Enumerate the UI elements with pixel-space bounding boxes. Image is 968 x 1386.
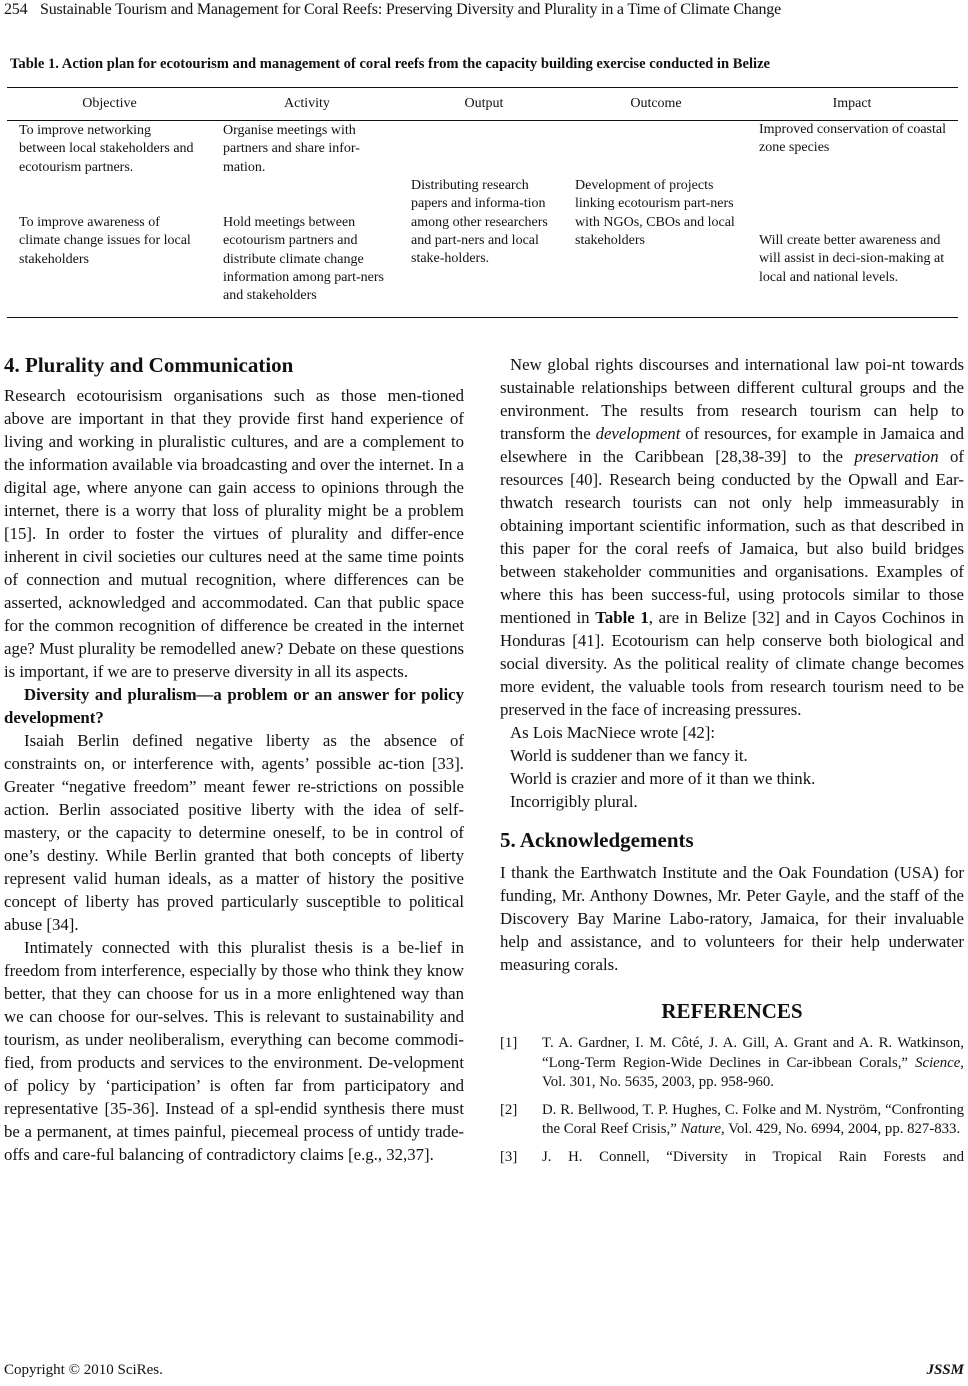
reference-item [500,1101,964,1140]
poem-line-1: World is suddener than we fancy it. [510,746,748,765]
table-bottom-rule [7,317,958,318]
reference-journal: Nature [680,1121,722,1137]
reference-number: [3] [500,1148,518,1165]
text-run: , are in Belize [32] and in Cayos Cochinos in Honduras [41]. Ecotourism can help conserve both biological and social diversity. As the political reality of climate change becomes more evident, the valuable tools from research tourism need to be preserved in the face of increasing pressures. [500,608,965,719]
table-caption: Table 1. Action plan for ecotourism and management of coral reefs from the capacity building exercise conducted in Belize [10,56,771,72]
table-cell-activity-2: Hold meetings between ecotourism partners and distribute climate change information among part-ners and stakeholders [223,215,384,304]
reference-number: [1] [500,1035,518,1051]
section-heading-plurality: 4. Plurality and Communication [4,353,294,377]
table-header-objective: Objective [82,96,137,111]
reference-details: , Vol. 301, No. 5635, 2003, pp. 958-960. [542,1054,964,1090]
table-top-rule [7,87,958,88]
left-column [4,352,464,1166]
references-heading: REFERENCES [661,999,803,1023]
table-cell-objective-1: To improve networking between local stakeholders and ecotourism partners. [19,123,194,175]
reference-item [500,1034,964,1093]
table-header-output: Output [464,96,504,111]
table-cell-outcome: Development of projects linking ecotourism part-ners with NGOs, CBOs and local stakeholders [575,178,735,248]
table-cell-output: Distributing research papers and informa-tion among other researchers and part-ners and local stake-holders. [411,178,548,267]
text-run: New global rights discourses and international law poi-nt towards sustainable relationships between different cultural groups and the environment. The results from research tourism can help to transform the [500,355,964,443]
reference-text [542,1101,964,1140]
table-header-outcome: Outcome [630,96,682,111]
poem-intro: As Lois MacNiece wrote [42]: [510,723,716,742]
text-run: of resources, for example in Jamaica and elsewhere in the Caribbean [28,38-39] to the [500,424,964,466]
emphasis-preservation: preservation [854,447,939,466]
reference-text [542,1148,964,1168]
reference-authors-title: D. R. Bellwood, T. P. Hughes, C. Folke and M. Nyström, “Confronting the Coral Reef Crisis,” [542,1101,964,1137]
copyright-notice: Copyright © 2010 SciRes. [4,1362,163,1378]
subheading-diversity: Diversity and pluralism—a problem or an answer for policy development? [4,685,464,727]
table-header-activity: Activity [284,96,330,111]
running-title: Sustainable Tourism and Management for Coral Reefs: Preserving Diversity and Plurality in a Time of Climate Change [40,1,781,18]
reference-authors-title: J. H. Connell, “Diversity in Tropical Rain Forests and [542,1148,964,1165]
emphasis-development: development [595,424,681,443]
table-cell-activity-1: Organise meetings with partners and share infor-mation. [223,123,360,175]
table-reference: Table 1 [595,608,649,627]
paragraph-pluralist-thesis: Intimately connected with this pluralist thesis is a be-lief in freedom from interference, especially by those who think they know better, that they can choose for us in a more enlightened way than we can choose for our-selves. This is relevant to sustainability and tourism, as under neoliberalism, everything can become commodi-fied, from products and services to the environment. De-velopment of policy by ‘participation’ is often far from participatory and representative [35-36]. Instead of a spl-endid synthesis there must be a permanent, at times painful, piecemeal process of untidy trade-offs and care-ful balancing of contradictory claims [e.g., 32,37]. [4,938,464,1164]
poem-line-2: World is crazier and more of it than we think. [510,769,816,788]
table-header-impact: Impact [832,96,872,111]
table-cell-impact-1: Improved conservation of coastal zone species [759,122,946,156]
reference-authors-title: T. A. Gardner, I. M. Côté, J. A. Gill, A. Grant and A. R. Watkinson, “Long-Term Region-Wide Declines in Car-ibbean Corals,” [542,1035,964,1071]
paragraph-berlin: Isaiah Berlin defined negative liberty as the absence of constraints on, or interference with, agents’ possible ac-tion [33]. Greater “negative freedom” meant fewer re-strictions on possible action. Berlin associated positive liberty with the idea of self-mastery, or the capacity to determine oneself, to be in control of one’s destiny. While Berlin granted that both concepts of liberty represent valid human ideals, as a matter of history the positive concept of liberty has proved particularly susceptible to political abuse [34]. [4,731,464,934]
reference-item [500,1148,964,1168]
table-cell-impact-2: Will create better awareness and will assist in deci-sion-making at local and national levels. [759,233,945,285]
paragraph-acknowledgements: I thank the Earthwatch Institute and the Oak Foundation (USA) for funding, Mr. Anthony Downes, Mr. Peter Gayle, and the staff of the Discovery Bay Marine Labo-ratory, Jamaica, for their invaluable help and assistance, and to volunteers for their help underwater measuring corals. [500,863,964,974]
running-head [4,0,781,20]
paragraph-global-rights [500,353,964,721]
poem-line-3: Incorrigibly plural. [510,792,638,811]
reference-text [542,1034,964,1093]
text-run: of resources [40]. Research being conducted by the Opwall and Ear-thwatch research tourists can not only help immeasurably in obtaining important scientific information, such as that described in this paper for the coral reefs of Jamaica, but also build bridges between stakeholder communities and organisations. Examples of where this has been success-ful, using protocols similar to those mentioned in [500,447,964,627]
reference-details: , Vol. 429, No. 6994, 2004, pp. 827-833. [721,1121,961,1137]
page-number: 254 [4,1,28,18]
paragraph-plurality-1: Research ecotourisism organisations such as those men-tioned above are important in that they provide first hand experience of living and working in pluralistic cultures, and are a complement to the information available via broadcasting and over the internet. In a digital age, where anyone can gain access to opinions through the internet, there is a worry that loss of plurality might be a problem [15]. In order to foster the virtues of plurality and differ-ence inherent in civil societies our cultures need at the same time points of connection and mutual recognition, where differences can be asserted, acknowledged and accommodated. Can that public space for the common recognition of difference be created in the internet age? Must plurality be remodelled anew? Debate on these questions is important, if we are to preserve diversity in all its aspects. [4,386,464,681]
reference-journal: Science [915,1054,961,1071]
reference-number: [2] [500,1101,518,1118]
table-cell-objective-2: To improve awareness of climate change issues for local stakeholders [19,215,191,267]
journal-abbreviation: JSSM [926,1362,964,1378]
section-heading-acknowledgements: 5. Acknowledgements [500,828,694,852]
right-column [500,353,964,1175]
